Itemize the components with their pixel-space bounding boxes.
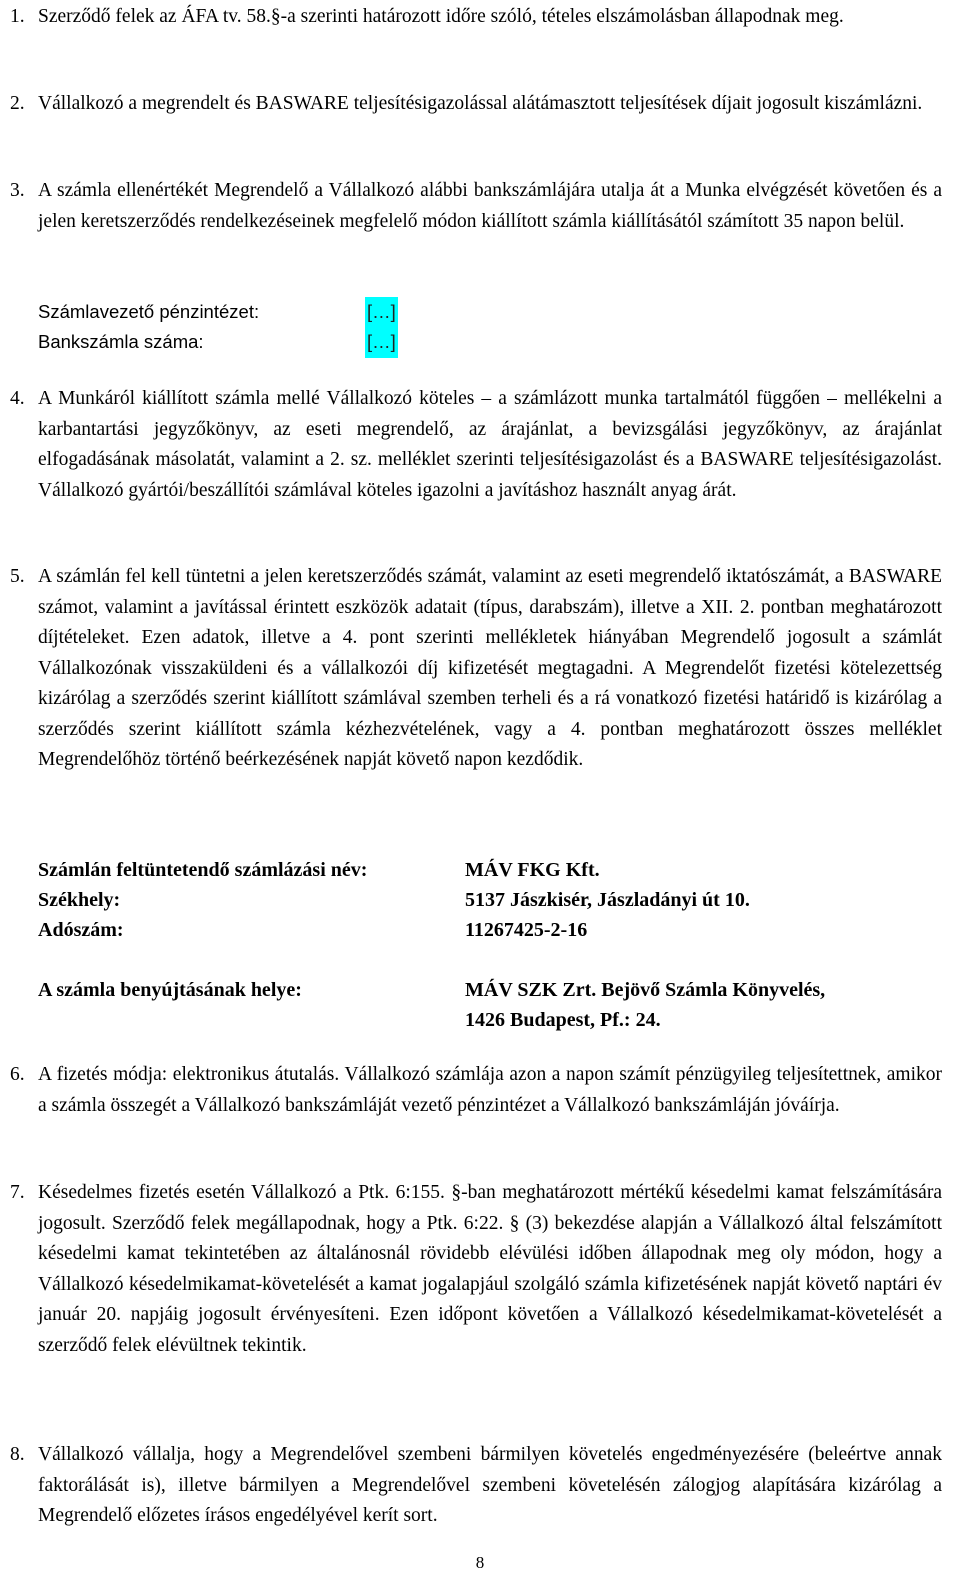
- billing-seat-row: [38, 885, 938, 915]
- item-number: 7.: [10, 1182, 25, 1203]
- billing-tax-value: 11267425-2-16: [465, 919, 588, 941]
- page-number: 8: [475, 1553, 485, 1572]
- list-item: [10, 1178, 942, 1361]
- bank-institution-row: [38, 297, 458, 327]
- list-item: [10, 1440, 942, 1532]
- bank-account-value: […]: [365, 327, 398, 358]
- bank-account-row: [38, 327, 458, 357]
- list-item: [10, 176, 942, 237]
- bank-institution-value: […]: [365, 297, 398, 328]
- billing-submit-label: A számla benyújtásának helye:: [38, 979, 302, 1001]
- billing-name-label: Számlán feltüntetendő számlázási név:: [38, 859, 368, 881]
- bank-institution-label: Számlavezető pénzintézet:: [38, 301, 260, 322]
- item-number: 2.: [10, 93, 25, 114]
- item-text: A számlán fel kell tüntetni a jelen keretszerződés számát, valamint az eseti megrendelő iktatószámát, a BASWARE számot, valamint a javítással érintett eszközök adatait (típus, darabszám), illetve a XII. 2. pontban meghatározott díjtételeket. Ezen adatok, illetve a 4. pont szerinti mellékletek hiányában Megrendelő jogosult a számlát Vállalkozónak visszaküldeni és a vállalkozói díj kifizetését megtagadni. A Megrendelőt fizetési kötelezettség kizárólag a szerződés szerint kiállított számlával szemben terheli és a rá vonatkozó fizetési határidő is kizárólag a szerződés szerint kiállított számla kézhezvételének, vagy a 4. pontban meghatározott összes melléklet Megrendelőhöz történő beérkezésének napját követő napon kezdődik.: [38, 566, 942, 770]
- item-number: 1.: [10, 6, 25, 27]
- list-item: [10, 384, 942, 506]
- item-text: A Munkáról kiállított számla mellé Vállalkozó köteles – a számlázott munka tartalmától függően – mellékelni a karbantartási jegyzőkönyv, az eseti megrendelő, az árajánlat, a bevizsgálási jegyzőkönyv, az árajánlat elfogadásának másolatát, valamint a 2. sz. melléklet szerinti teljesítésigazolást és a BASWARE teljesítésigazolást. Vállalkozó gyártói/beszállítói számlával köteles igazolni a javításhoz használt anyag árát.: [38, 388, 942, 501]
- billing-submit-value-1: MÁV SZK Zrt. Bejövő Számla Könyvelés,: [465, 979, 826, 1001]
- bank-details: [38, 297, 458, 357]
- bank-account-label: Bankszámla száma:: [38, 331, 204, 352]
- list-item: [10, 2, 942, 33]
- item-text: Vállalkozó a megrendelt és BASWARE teljesítésigazolással alátámasztott teljesítések díjait jogosult kiszámlázni.: [38, 93, 923, 114]
- item-text: Késedelmes fizetés esetén Vállalkozó a Ptk. 6:155. §-ban meghatározott mértékű késedelmi kamat felszámítására jogosult. Szerződő felek megállapodnak, hogy a Ptk. 6:22. § (3) bekezdése alapján a Vállalkozó által felszámított késedelmi kamat tekintetében az általánosnál rövidebb elévülési időben állapodnak meg oly módon, hogy a Vállalkozó késedelmikamat-követelését a kamat jogalapjául szolgáló számla kifizetésének napját követő naptári év január 20. napjáig jogosult érvényesíteni. Ezen időpont követően a Vállalkozó késedelmikamat-követelését a szerződő felek elévültnek tekintik.: [38, 1182, 942, 1356]
- billing-submit-row: [38, 975, 938, 1005]
- item-number: 4.: [10, 388, 25, 409]
- billing-name-value: MÁV FKG Kft.: [465, 859, 600, 881]
- billing-name-row: [38, 855, 938, 885]
- item-text: Vállalkozó vállalja, hogy a Megrendelővel szembeni bármilyen követelés engedményezésére (beleértve annak faktorálását is), illetve bármilyen a Megrendelővel szembeni követelésén zálogjog alapítására kizárólag a Megrendelő előzetes írásos engedélyével kerít sort.: [38, 1444, 942, 1526]
- item-number: 6.: [10, 1064, 25, 1085]
- item-number: 8.: [10, 1444, 25, 1465]
- item-text: A fizetés módja: elektronikus átutalás. Vállalkozó számlája azon a napon számít pénzügyileg teljesítettnek, amikor a számla összegét a Vállalkozó bankszámláját vezető pénzintézet a Vállalkozó bankszámláján jóváírja.: [38, 1064, 942, 1116]
- billing-submit-row-2: [38, 1005, 938, 1035]
- billing-tax-label: Adószám:: [38, 919, 124, 941]
- item-number: 3.: [10, 180, 25, 201]
- item-text: Szerződő felek az ÁFA tv. 58.§-a szerinti határozott időre szóló, tételes elszámolásban állapodnak meg.: [38, 6, 844, 27]
- billing-submit-value-2: 1426 Budapest, Pf.: 24.: [465, 1009, 661, 1031]
- billing-seat-label: Székhely:: [38, 889, 121, 911]
- billing-seat-value: 5137 Jászkisér, Jászladányi út 10.: [465, 889, 750, 911]
- list-item: [10, 1060, 942, 1121]
- billing-details: [38, 855, 938, 1035]
- item-number: 5.: [10, 566, 25, 587]
- item-text: A számla ellenértékét Megrendelő a Vállalkozó alábbi bankszámlájára utalja át a Munka elvégzését követően és a jelen keretszerződés rendelkezéseinek megfelelő módon kiállított számla kiállításától számított 35 napon belül.: [38, 180, 942, 232]
- list-item: [10, 562, 942, 776]
- list-item: [10, 89, 942, 120]
- billing-tax-row: [38, 915, 938, 945]
